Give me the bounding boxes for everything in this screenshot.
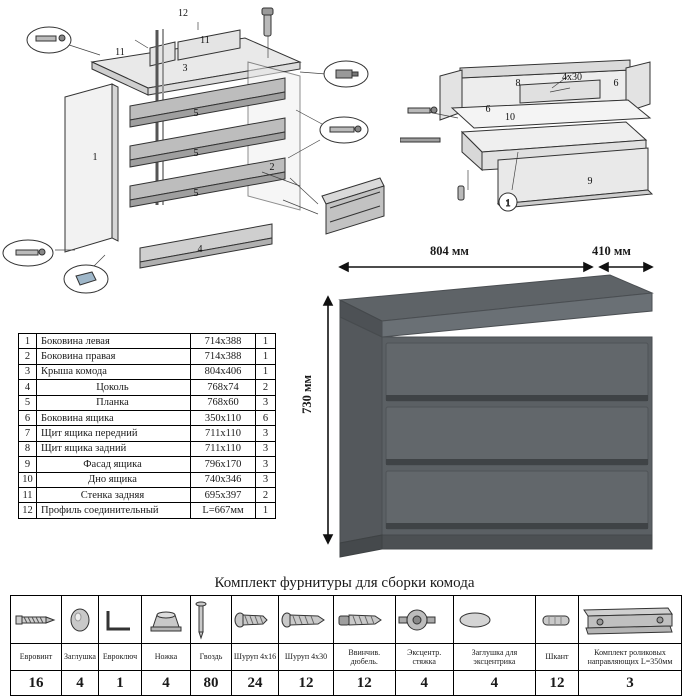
table-row xyxy=(19,472,276,487)
hex-key-icon xyxy=(99,596,142,644)
hardware-count: 1 xyxy=(99,671,142,696)
hardware-label: Евровинт xyxy=(11,644,62,671)
part-dimension: 804х406 xyxy=(191,364,256,379)
cap-icon xyxy=(62,596,99,644)
part-name: Щит ящика передний xyxy=(37,426,191,441)
part-name: Фасад ящика xyxy=(37,457,191,472)
hardware-count: 4 xyxy=(142,671,191,696)
part-dimension: 740х346 xyxy=(191,472,256,487)
part-quantity: 6 xyxy=(256,410,276,425)
hardware-count: 24 xyxy=(232,671,279,696)
part-quantity: 3 xyxy=(256,441,276,456)
svg-text:8: 8 xyxy=(515,78,521,89)
part-quantity: 3 xyxy=(256,472,276,487)
part-name: Боковина ящика xyxy=(37,410,191,425)
eccentric-tie-icon xyxy=(395,596,453,644)
part-number: 1 xyxy=(19,334,37,349)
hardware-table xyxy=(10,595,682,696)
euro-screw-icon xyxy=(11,596,62,644)
part-quantity: 1 xyxy=(256,349,276,364)
table-row xyxy=(19,487,276,502)
part-dimension: L=667мм xyxy=(191,503,256,518)
svg-text:2: 2 xyxy=(269,162,275,173)
foot-icon xyxy=(142,596,191,644)
svg-text:11: 11 xyxy=(115,47,125,58)
part-quantity: 1 xyxy=(256,334,276,349)
part-quantity: 1 xyxy=(256,503,276,518)
part-name: Щит ящика задний xyxy=(37,441,191,456)
hardware-label: Эксцентр. стяжка xyxy=(395,644,453,671)
table-row xyxy=(19,349,276,364)
table-row xyxy=(19,395,276,410)
parts-table xyxy=(18,333,276,519)
hardware-count: 12 xyxy=(334,671,396,696)
part-dimension: 711х110 xyxy=(191,441,256,456)
svg-text:12: 12 xyxy=(178,8,188,19)
table-row xyxy=(19,503,276,518)
hardware-count: 4 xyxy=(453,671,535,696)
eccentric-cap-icon xyxy=(453,596,535,644)
table-row xyxy=(19,410,276,425)
hardware-label: Шуруп 4х16 xyxy=(232,644,279,671)
part-dimension: 711х110 xyxy=(191,426,256,441)
part-dimension: 350х110 xyxy=(191,410,256,425)
part-quantity: 2 xyxy=(256,380,276,395)
hardware-label: Шуруп 4х30 xyxy=(279,644,334,671)
hardware-label: Заглушка xyxy=(62,644,99,671)
part-dimension: 714х388 xyxy=(191,334,256,349)
part-name: Крыша комода xyxy=(37,364,191,379)
part-name: Профиль соединительный xyxy=(37,503,191,518)
svg-text:5: 5 xyxy=(193,188,199,199)
hardware-count: 4 xyxy=(395,671,453,696)
part-number: 6 xyxy=(19,410,37,425)
part-number: 8 xyxy=(19,441,37,456)
part-dimension: 714х388 xyxy=(191,349,256,364)
table-row xyxy=(19,380,276,395)
hardware-label: Ножка xyxy=(142,644,191,671)
svg-text:1: 1 xyxy=(92,152,98,163)
part-number: 5 xyxy=(19,395,37,410)
part-quantity: 3 xyxy=(256,426,276,441)
part-number: 12 xyxy=(19,503,37,518)
svg-text:10: 10 xyxy=(505,112,515,123)
part-dimension: 796х170 xyxy=(191,457,256,472)
part-number: 4 xyxy=(19,380,37,395)
table-row xyxy=(19,441,276,456)
hardware-count: 4 xyxy=(62,671,99,696)
part-quantity: 1 xyxy=(256,364,276,379)
svg-text:5: 5 xyxy=(193,148,199,159)
table-row xyxy=(19,426,276,441)
svg-text:9: 9 xyxy=(587,176,593,187)
product-render xyxy=(300,245,689,565)
nail-icon xyxy=(191,596,232,644)
svg-text:6: 6 xyxy=(613,78,619,89)
part-dimension: 768х74 xyxy=(191,380,256,395)
depth-dimension-label: 410 мм xyxy=(592,244,631,258)
part-name: Планка xyxy=(37,395,191,410)
hardware-label: Шкант xyxy=(535,644,578,671)
svg-text:1: 1 xyxy=(505,198,511,208)
hardware-count: 16 xyxy=(11,671,62,696)
height-dimension-label: 730 мм xyxy=(300,375,314,414)
roller-slides-icon xyxy=(579,596,682,644)
svg-text:3: 3 xyxy=(182,63,188,74)
table-row xyxy=(19,334,276,349)
svg-text:4х30: 4х30 xyxy=(562,72,582,83)
part-name: Цоколь xyxy=(37,380,191,395)
part-number: 2 xyxy=(19,349,37,364)
confirmat-dowel-icon xyxy=(334,596,396,644)
part-number: 3 xyxy=(19,364,37,379)
table-row xyxy=(19,364,276,379)
dowel-icon xyxy=(535,596,578,644)
part-dimension: 768х60 xyxy=(191,395,256,410)
part-quantity: 2 xyxy=(256,487,276,502)
hardware-label: Заглушка для эксцентрика xyxy=(453,644,535,671)
part-dimension: 695х397 xyxy=(191,487,256,502)
svg-text:6: 6 xyxy=(485,104,491,115)
part-quantity: 3 xyxy=(256,395,276,410)
part-name: Стенка задняя xyxy=(37,487,191,502)
hardware-kit-title: Комплект фурнитуры для сборки комода xyxy=(214,575,475,591)
hardware-label: Ввинчив. дюбель. xyxy=(334,644,396,671)
hardware-count: 12 xyxy=(279,671,334,696)
part-number: 10 xyxy=(19,472,37,487)
screw-4x16-icon xyxy=(232,596,279,644)
part-name: Дно ящика xyxy=(37,472,191,487)
part-number: 9 xyxy=(19,457,37,472)
svg-text:4: 4 xyxy=(197,244,203,255)
svg-text:5: 5 xyxy=(193,108,199,119)
part-name: Боковина правая xyxy=(37,349,191,364)
hardware-label: Гвоздь xyxy=(191,644,232,671)
hardware-label: Евроключ xyxy=(99,644,142,671)
hardware-count: 3 xyxy=(579,671,682,696)
hardware-label: Комплект роликовых направляющих L=350мм xyxy=(579,644,682,671)
part-number: 11 xyxy=(19,487,37,502)
screw-4x30-icon xyxy=(279,596,334,644)
part-quantity: 3 xyxy=(256,457,276,472)
svg-text:11: 11 xyxy=(200,35,210,46)
table-row xyxy=(19,457,276,472)
exploded-drawer-diagram xyxy=(400,40,689,240)
part-number: 7 xyxy=(19,426,37,441)
hardware-count: 80 xyxy=(191,671,232,696)
hardware-count: 12 xyxy=(535,671,578,696)
part-name: Боковина левая xyxy=(37,334,191,349)
width-dimension-label: 804 мм xyxy=(430,244,469,258)
